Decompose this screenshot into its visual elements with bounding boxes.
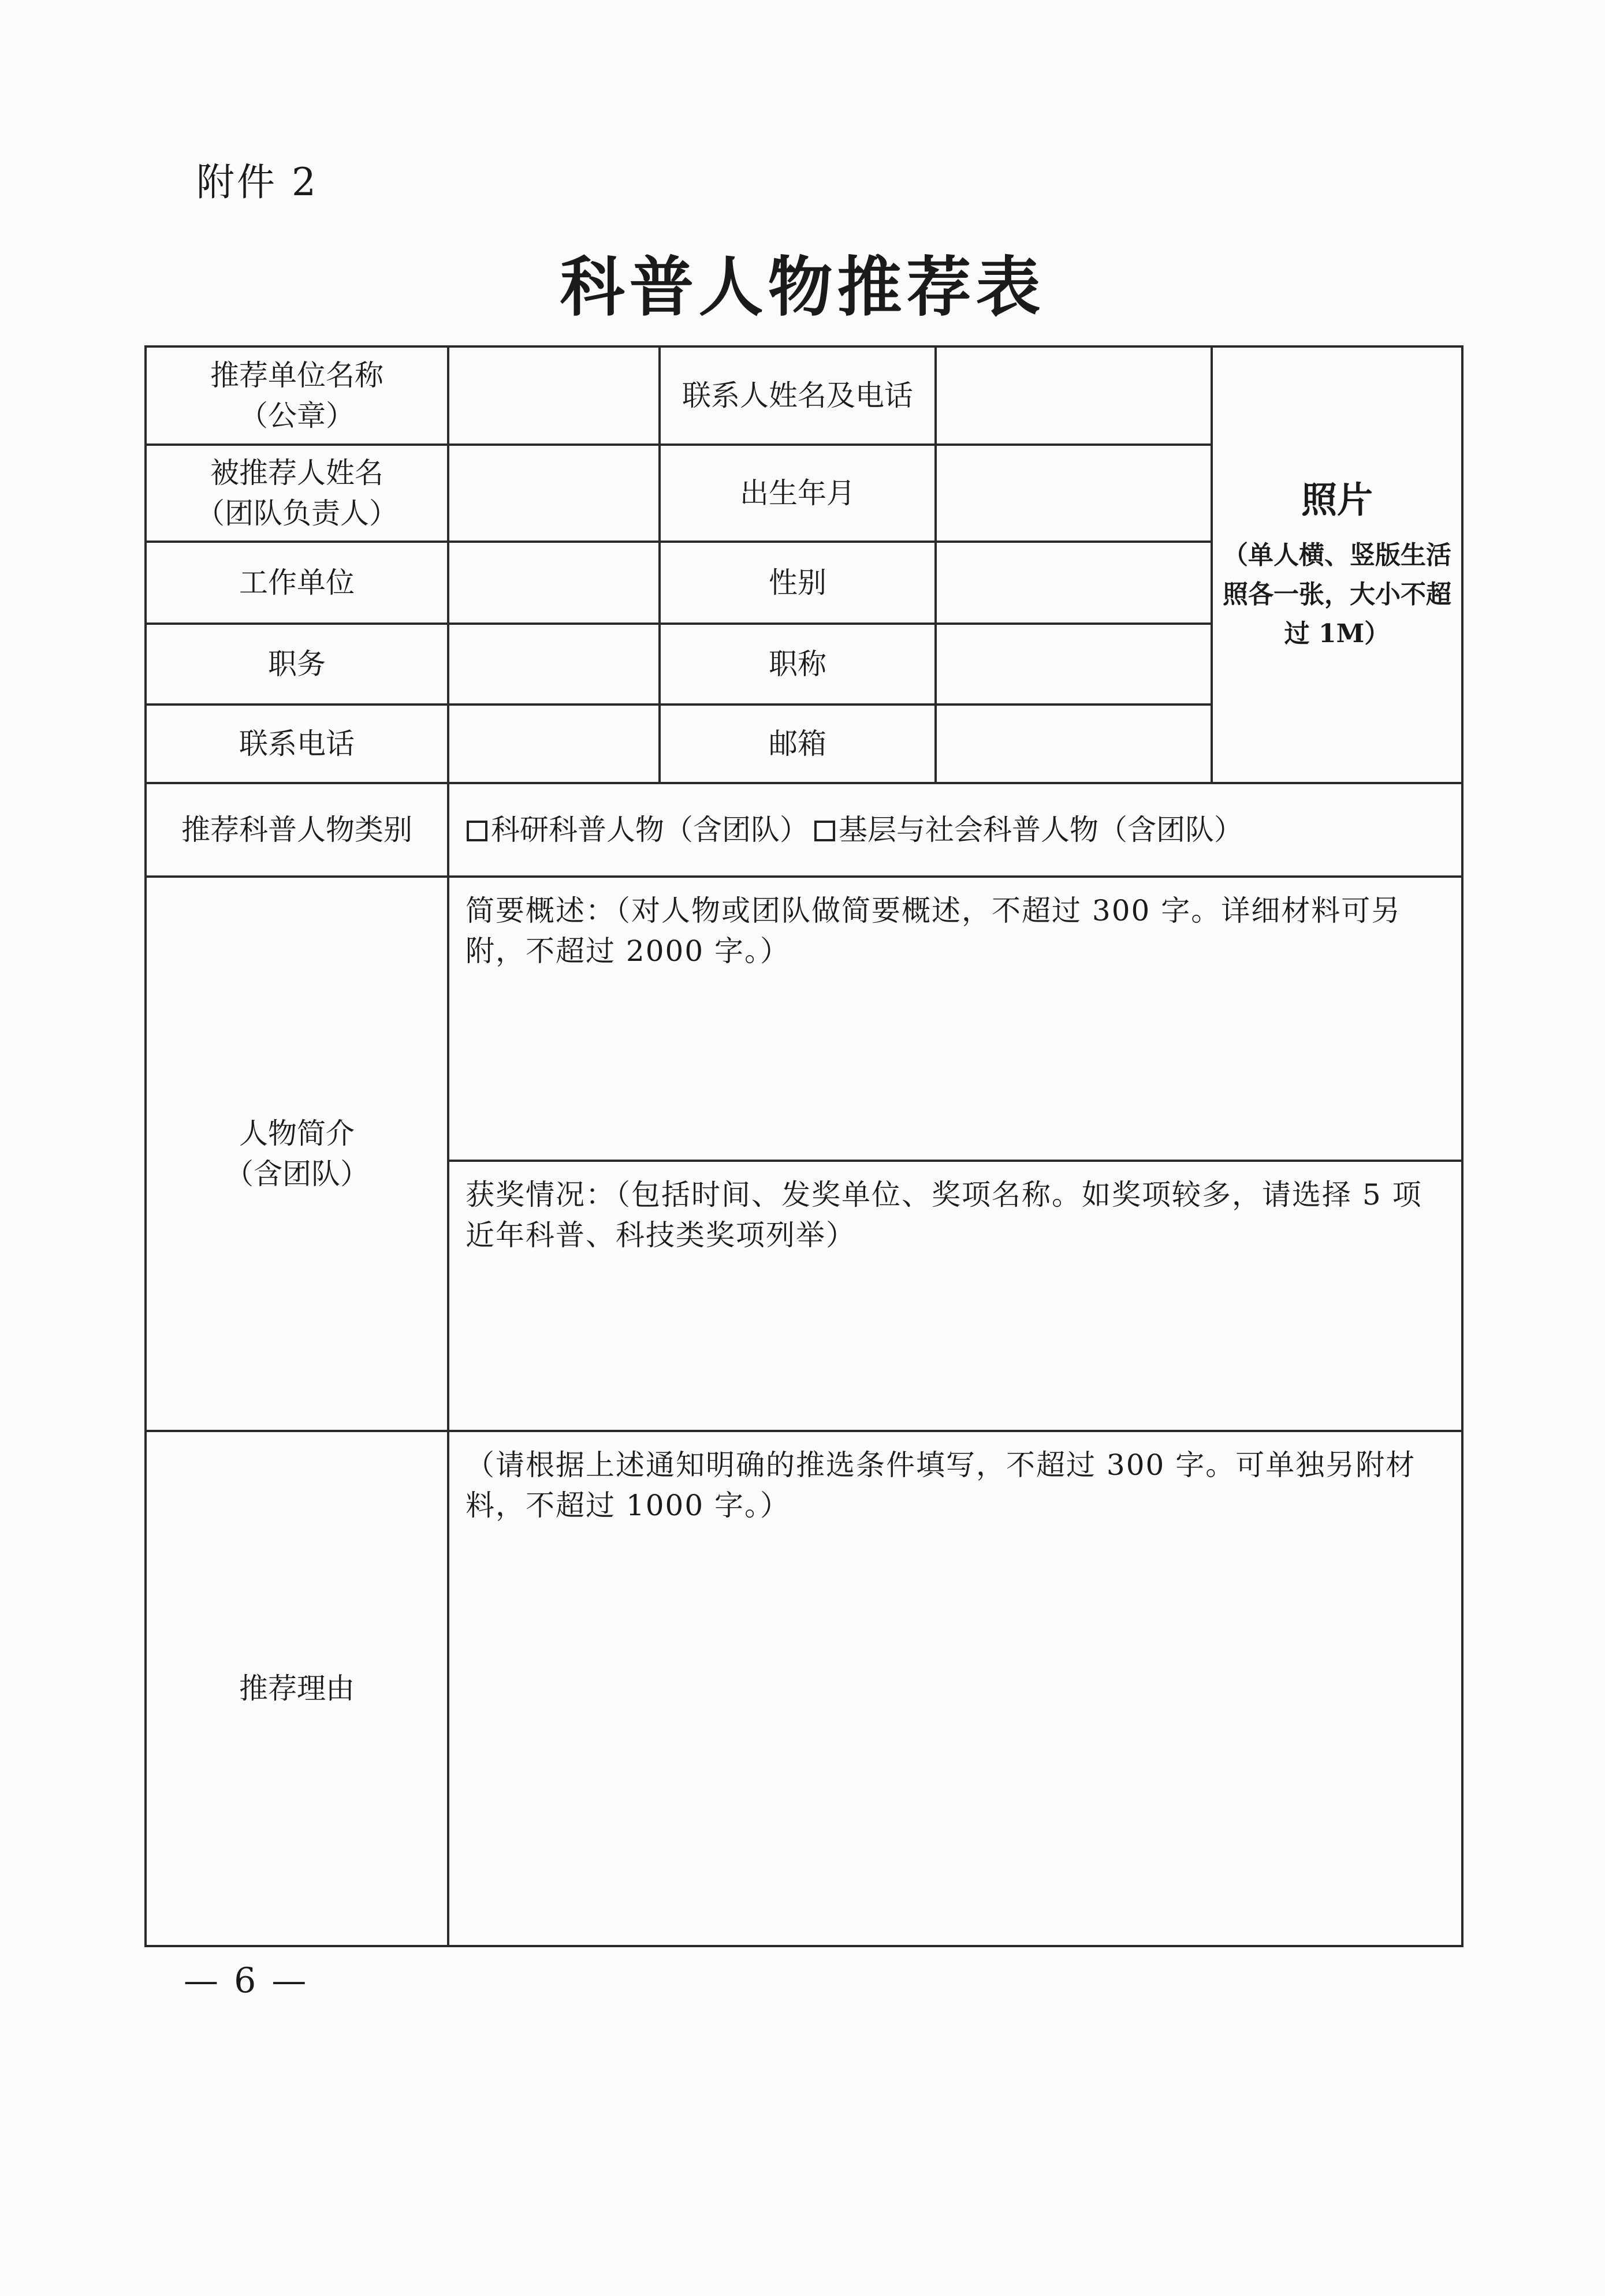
birth-label: 出生年月 (660, 445, 936, 542)
gender-label: 性别 (660, 542, 936, 624)
title-rank-field[interactable] (936, 624, 1212, 705)
contact-field[interactable] (936, 346, 1212, 445)
work-unit-field[interactable] (448, 542, 660, 624)
form-title: 科普人物推荐表 (560, 249, 1045, 325)
work-unit-label: 工作单位 (146, 542, 448, 624)
awards-hint: 获奖情况：（包括时间、发奖单位、奖项名称。如奖项较多，请选择 5 项近年科普、科技类奖项列举） (466, 1178, 1422, 1252)
category-option1-checkbox[interactable] (467, 821, 487, 841)
title-rank-label: 职称 (660, 624, 936, 705)
birth-field[interactable] (936, 445, 1212, 542)
profile-label: 人物简介 （含团队） (146, 877, 448, 1431)
photo-note: （单人横、竖版生活照各一张，大小不超过 1M） (1223, 541, 1451, 649)
category-option1-label: 科研科普人物（含团队） (491, 813, 809, 847)
position-label: 职务 (146, 624, 448, 705)
awards-field[interactable] (448, 1161, 1462, 1431)
nominee-field[interactable] (448, 445, 660, 542)
photo-label: 照片 (1301, 479, 1373, 521)
reason-field[interactable] (448, 1431, 1462, 1946)
contact-label: 联系人姓名及电话 (660, 346, 936, 445)
photo-box[interactable] (1212, 346, 1462, 783)
reason-label: 推荐理由 (146, 1431, 448, 1946)
nominee-label: 被推荐人姓名 （团队负责人） (146, 445, 448, 542)
attachment-label: 附件 2 (196, 160, 318, 204)
category-label: 推荐科普人物类别 (146, 783, 448, 877)
page-number: — 6 — (184, 1960, 309, 2001)
position-field[interactable] (448, 624, 660, 705)
category-options (448, 783, 1462, 877)
category-option2-checkbox[interactable] (814, 821, 835, 841)
recommending-unit-label: 推荐单位名称 （公章） (146, 346, 448, 445)
email-field[interactable] (936, 705, 1212, 783)
profile-summary-hint: 简要概述：（对人物或团队做简要概述，不超过 300 字。详细材料可另附，不超过 2000 字。） (466, 894, 1402, 968)
gender-field[interactable] (936, 542, 1212, 624)
phone-field[interactable] (448, 705, 660, 783)
reason-hint: （请根据上述通知明确的推选条件填写，不超过 300 字。可单独另附材料，不超过 1000 字。） (466, 1448, 1416, 1522)
recommending-unit-field[interactable] (448, 346, 660, 445)
phone-label: 联系电话 (146, 705, 448, 783)
profile-summary-field[interactable] (448, 877, 1462, 1161)
email-label: 邮箱 (660, 705, 936, 783)
recommendation-form (144, 345, 1464, 1947)
category-option2-label: 基层与社会科普人物（含团队） (839, 813, 1243, 847)
